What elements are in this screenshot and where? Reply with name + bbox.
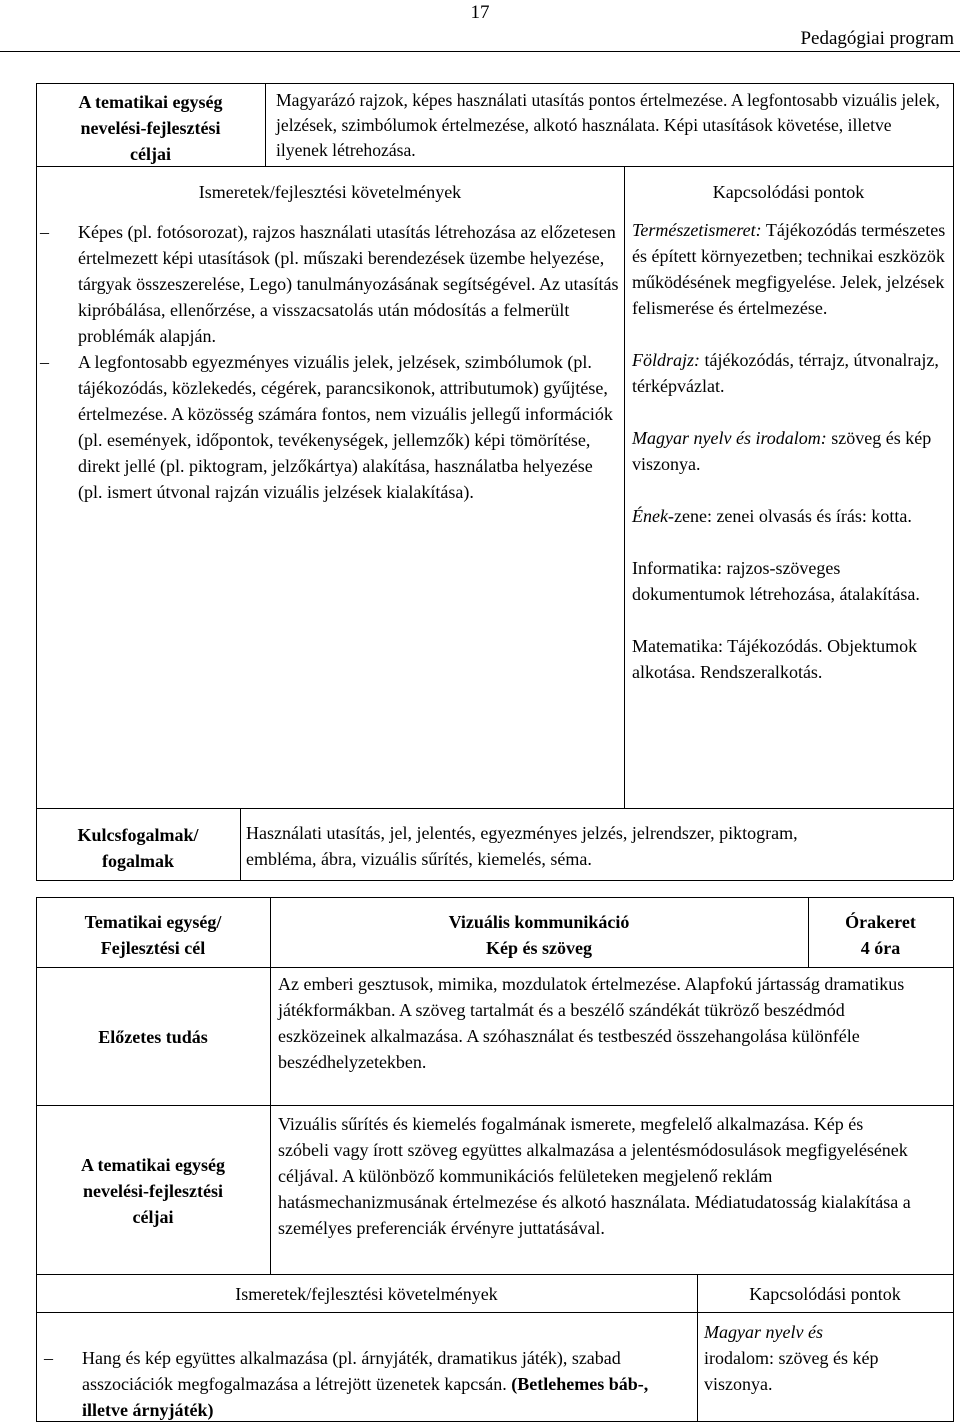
table-border [36,83,953,84]
requirements-list [36,219,620,505]
connection-subject: Magyar nyelv és [704,1322,823,1342]
connections-list-2 [704,1319,894,1397]
header-rule [0,51,960,52]
list-item: – A legfontosabb egyezményes vizuális jelek, jelzések, szimbólumok (pl. tájékozódás, közlekedés, cégérek, parancsikonok, attributumok) gyűjtése, értelmezése. A közösség számára fontos, nem vizuális jellegű információk (pl. események, időpontok, tevékenységek, jellemzők) képi tömörítése, direkt jellé (pl. piktogram, jelzőkártya) alakítása, használatba helyezése (pl. ismert útvonal rajzán vizuális jelzések kialakítása). [36,349,620,505]
unit-title: Vizuális kommunikáció Kép és szöveg [448,912,630,958]
connection-item: Informatika: rajzos-szöveges dokumentumok létrehozása, átalakítása. [632,558,920,604]
table-border [36,1274,953,1275]
keywords-text: Használati utasítás, jel, jelentés, egyezményes jelzés, jelrendszer, piktogram, embléma, ábra, vizuális sűrítés, kiemelés, séma. [246,823,798,869]
connection-item: Matematika: Tájékozódás. Objektumok alkotása. Rendszeralkotás. [632,636,918,682]
goals-text-2: Vizuális sűrítés és kiemelés fogalmának ismerete, megfelelő alkalmazása. Kép és szóbeli vagy írott szöveg együttes alkalmazása a jelentésmódosulások megfigyelésének céljával. A különböző kommunikációs felületeken megjelenő reklám hatásmechanizmusának értelmezése és alkotó használata. Médiatudatosság kialakítása a személyes preferenciák érvényre juttatásával. [278,1114,911,1238]
requirements-heading-2: Ismeretek/fejlesztési követelmények [235,1284,498,1304]
hours: Órakeret 4 óra [845,912,916,958]
running-title: Pedagógiai program [800,28,954,49]
connection-item: Magyar nyelv és irodalom: szöveg és kép viszonya. [632,428,932,474]
connection-item: Ének-zene: zenei olvasás és írás: kotta. [632,506,912,526]
goals-label: A tematikai egység nevelési-fejlesztési céljai [78,92,223,164]
keywords-label: Kulcsfogalmak/ fogalmak [77,825,199,871]
list-item: – Hang és kép együttes alkalmazása (pl. árnyjáték, dramatikus játék), szabad asszociációk megfogalmazása a létrejött üzenetek kapcsán. (Betlehemes báb-, illetve árnyjáték) [40,1345,690,1423]
table-border [36,1312,953,1313]
connections-heading: Kapcsolódási pontok [712,182,865,202]
connections-list [632,217,950,711]
requirements-heading: Ismeretek/fejlesztési követelmények [198,182,462,202]
table-border [953,83,954,880]
table-border [36,1105,953,1106]
goals-label-2: A tematikai egység nevelési-fejlesztési céljai [81,1155,225,1227]
page-number: 17 [470,2,490,23]
connection-item: Földrajz: tájékozódás, térrajz, útvonalrajz, térképvázlat. [632,350,939,396]
table-border [36,808,953,809]
table-border [36,880,953,881]
goals-text: Magyarázó rajzok, képes használati utasítás pontos értelmezése. A legfontosabb vizuális jelek, jelzések, szimbólumok értelmezése, alkotó használata. Képi utasítások követése, illetve ilyenek létrehozása. [276,90,940,160]
table-border [36,967,953,968]
table-border [953,897,954,1422]
table-border [36,897,953,898]
connection-item: Természetismeret: Tájékozódás természetes és épített környezetben; technikai eszközök működésének megfigyelése. Jelek, jelzések felismerése és értelmezése. [632,220,946,318]
connections-heading-2: Kapcsolódási pontok [749,1284,901,1304]
unit-label: Tematikai egység/ Fejlesztési cél [84,912,222,958]
table-border [265,83,266,166]
prior-knowledge-text: Az emberi gesztusok, mimika, mozdulatok értelmezése. Alapfokú jártasság dramatikus játékformákban. A szöveg tartalmát és a beszélő szándékát tükröző beszédmód eszközeinek alkalmazása. A szóhasználat és testbeszéd összehangolása különféle beszédhelyzetekben. [278,974,905,1072]
list-item: – Képes (pl. fotósorozat), rajzos használati utasítás létrehozása az előzetesen értelmezett képi utasítások (pl. műszaki berendezések üzembe helyezése, tárgyak összeszerelése, Lego) tanulmányozásának segítségével. Az utasítás kipróbálása, ellenőrzése, a visszacsatolás után módosítás a felmerült problémák alapján. [36,219,620,349]
prior-knowledge-label: Előzetes tudás [98,1027,208,1047]
connection-text: irodalom: szöveg és kép viszonya. [704,1348,879,1394]
table-border [240,808,241,880]
requirements-list-2 [40,1345,690,1423]
table-border [624,166,625,808]
